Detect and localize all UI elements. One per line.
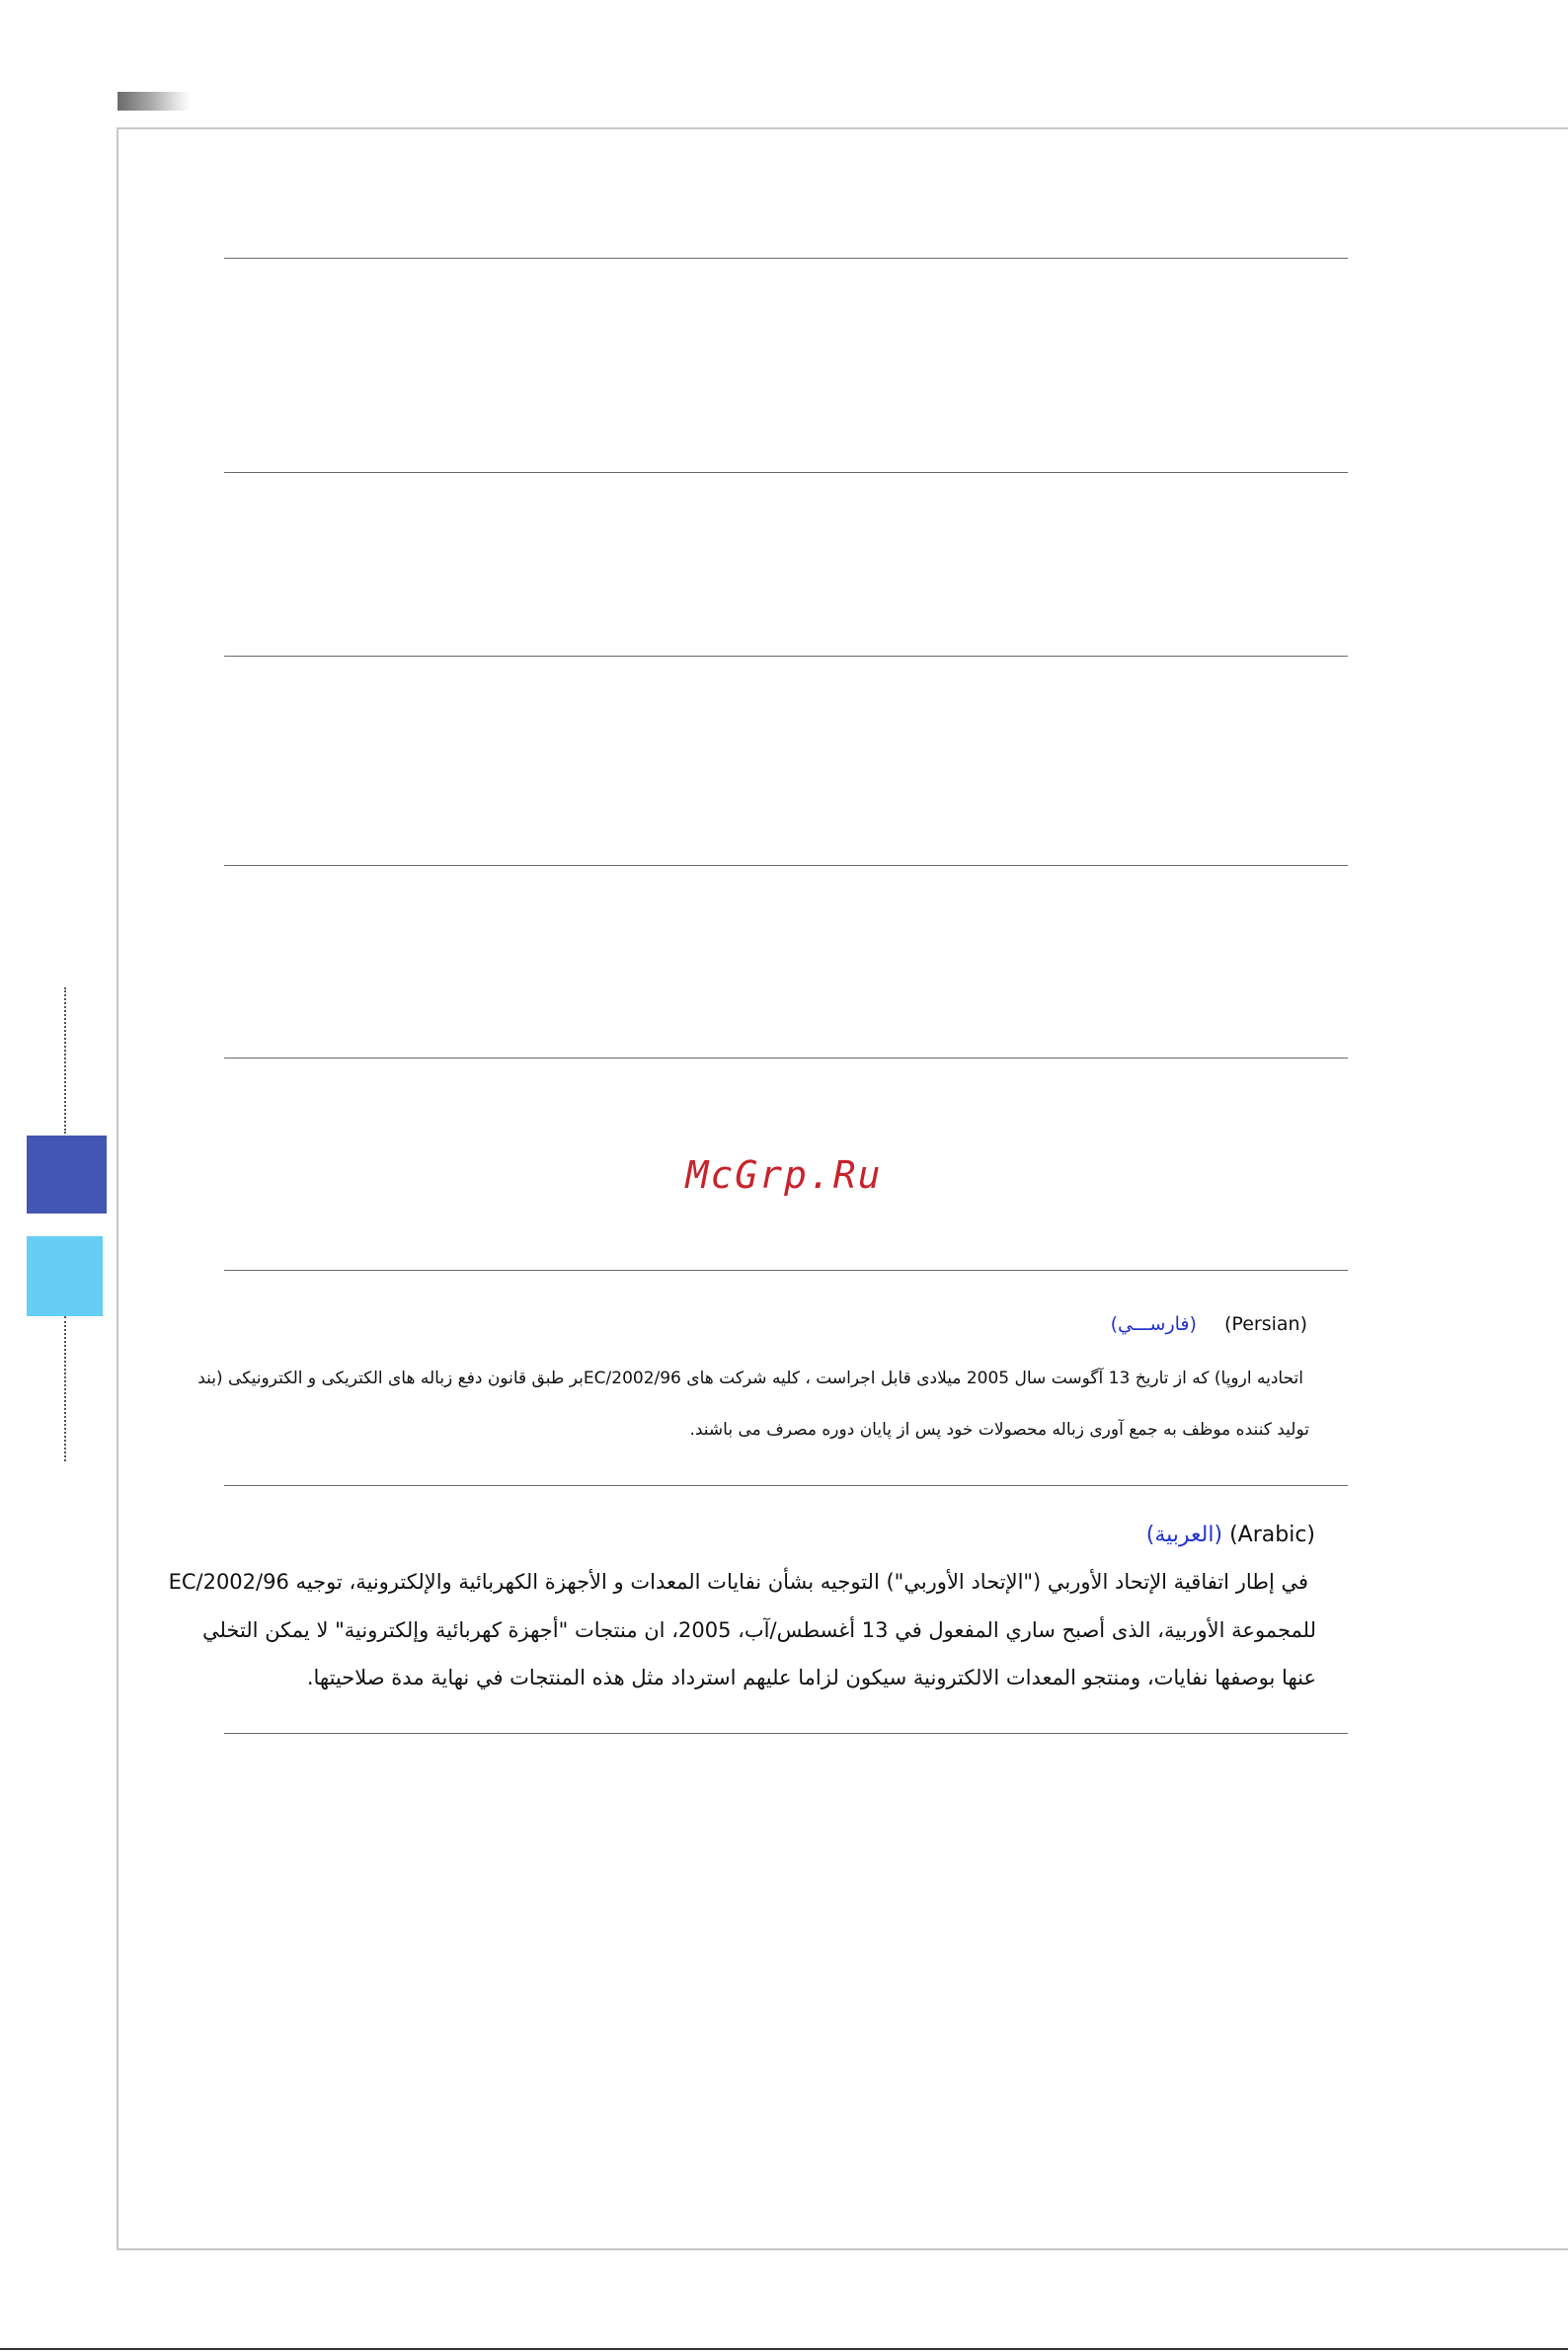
persian-line-1: اتحادیه اروپا) که از تاریخ 13 آگوست سال 2005 میلادی قابل اجراست ، کلیه شرکت های 2002/96/ECبر طبق قانون دفع زباله های الکتریکی و الکترونیکی (بند <box>197 1369 1303 1388</box>
separator-3 <box>224 656 1348 657</box>
persian-heading <box>715 1313 1307 1335</box>
arabic-line-1: في إطار اتفاقية الإتحاد الأوربي ("الإتحاد الأوربي") التوجيه بشأن نفايات المعدات و الأجهزة الكهربائية والإلكترونية، توجيه 2002/96/EC <box>168 1570 1308 1594</box>
arabic-line-3: عنها بوصفها نفايات، ومنتجو المعدات الالكترونية سيكون لزاما عليهم استرداد مثل هذه المنتجات في نهاية مدة صلاحيتها. <box>306 1666 1316 1689</box>
side-dotted-line-top <box>64 987 66 1134</box>
persian-heading-native: (فارســـي) <box>1110 1313 1197 1335</box>
persian-heading-latin: (Persian) <box>1224 1313 1307 1335</box>
page-corner-tab <box>118 92 191 111</box>
arabic-heading-latin: (Arabic) <box>1229 1523 1315 1547</box>
arabic-heading <box>723 1523 1315 1547</box>
separator-2 <box>224 472 1348 473</box>
footer-rule <box>0 2348 1568 2350</box>
side-dotted-line-bottom <box>64 1316 66 1461</box>
separator-4 <box>224 865 1348 866</box>
watermark: McGrp.Ru <box>685 1153 883 1197</box>
separator-8 <box>224 1733 1348 1734</box>
arabic-line-2: للمجموعة الأوربية، الذى أصبح ساري المفعول في 13 أغسطس/آب، 2005، ان منتجات "أجهزة كهربائية وإلكترونية" لا يمكن التخلي <box>201 1618 1316 1642</box>
separator-1 <box>224 258 1348 259</box>
separator-7 <box>224 1485 1348 1486</box>
arabic-heading-native: (العربية) <box>1145 1523 1223 1547</box>
separator-6 <box>224 1270 1348 1271</box>
persian-line-2: تولید کننده موظف به جمع آوری زباله محصولات خود پس از پایان دوره مصرف می باشند. <box>689 1420 1309 1440</box>
side-block-light <box>27 1236 103 1316</box>
